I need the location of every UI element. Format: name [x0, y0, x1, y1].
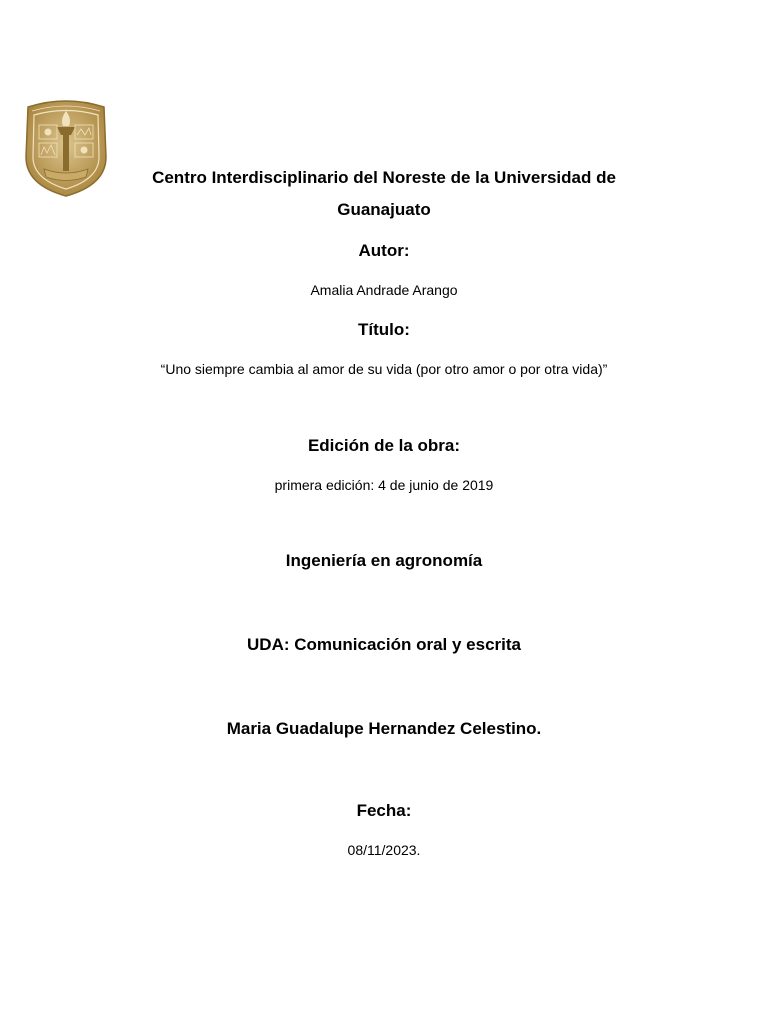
- program-name: Ingeniería en agronomía: [285, 551, 483, 570]
- student-name: Maria Guadalupe Hernandez Celestino.: [226, 719, 542, 738]
- uda-name: UDA: Comunicación oral y escrita: [247, 635, 521, 654]
- institution-name-line-2: Guanajuato: [337, 200, 431, 219]
- author-name: Amalia Andrade Arango: [310, 282, 458, 298]
- edition-heading: Edición de la obra:: [307, 436, 461, 455]
- title-value: “Uno siempre cambia al amor de su vida (por otro amor o por otra vida)”: [160, 361, 608, 377]
- title-heading: Título:: [358, 320, 410, 339]
- author-heading: Autor:: [358, 241, 410, 260]
- edition-value: primera edición: 4 de junio de 2019: [274, 477, 494, 493]
- date-value: 08/11/2023.: [347, 842, 421, 858]
- institution-name-line-1: Centro Interdisciplinario del Noreste de la Universidad de: [152, 168, 616, 187]
- date-heading: Fecha:: [356, 801, 412, 820]
